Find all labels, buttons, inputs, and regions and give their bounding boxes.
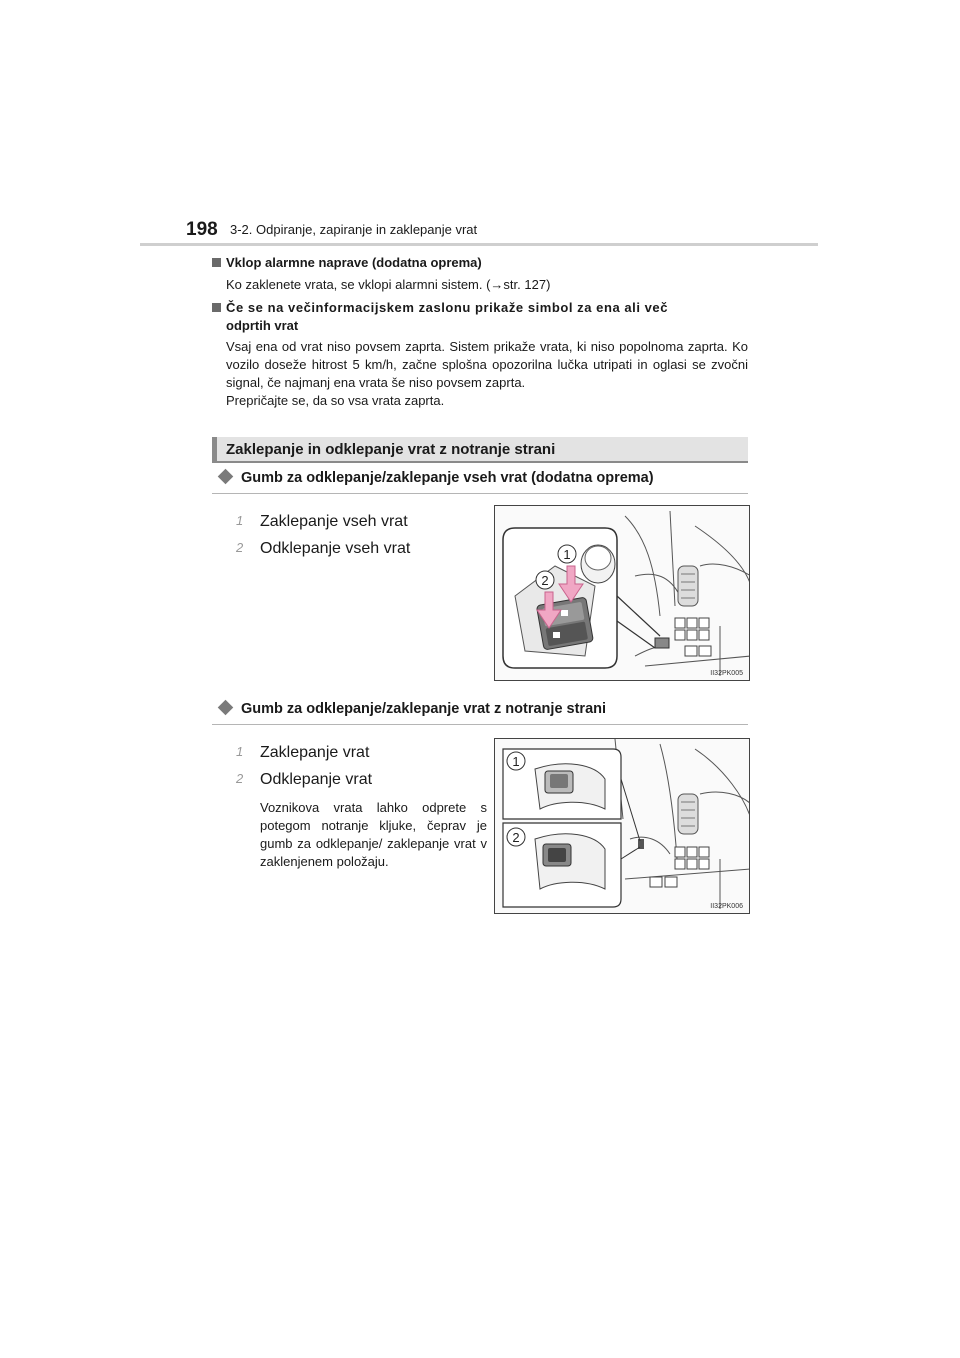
list-item: 2 Odklepanje vseh vrat: [236, 540, 411, 557]
item-number: 2: [236, 540, 244, 555]
item-number: 1: [236, 513, 244, 528]
figure-code: II32PK005: [710, 670, 743, 677]
callout-1: 1: [512, 754, 520, 769]
note-title: Če se na večinformacijskem zaslonu prikaže simbol za ena ali več odprtih vrat: [212, 299, 748, 335]
note-title: Vklop alarmne naprave (dodatna oprema): [212, 254, 748, 272]
note-alarm: [212, 254, 748, 294]
header-divider: [140, 243, 818, 246]
square-bullet-icon: [212, 258, 221, 267]
subsection-heading-1: Gumb za odklepanje/zaklepanje vseh vrat (dodatna oprema): [220, 470, 654, 486]
note-body: Ko zaklenete vrata, se vklopi alarmni sistem. (→str. 127): [226, 277, 551, 292]
list-item: 2 Odklepanje vrat: [236, 771, 373, 788]
figure-inside-door-switch: [494, 738, 750, 914]
subsection-heading-2: Gumb za odklepanje/zaklepanje vrat z notranje strani: [220, 701, 606, 717]
callout-1: 1: [563, 547, 571, 562]
page-number: 198: [186, 219, 218, 240]
item-number: 2: [236, 771, 244, 786]
section-title: Zaklepanje in odklepanje vrat z notranje strani: [226, 441, 556, 458]
inside-lock-illustration: [495, 739, 750, 914]
subsection-divider: [212, 493, 748, 494]
callout-2: 2: [512, 830, 520, 845]
note-body-2: Prepričajte se, da so vsa vrata zaprta.: [226, 393, 445, 408]
running-title: 3-2. Odpiranje, zapiranje in zaklepanje vrat: [230, 222, 478, 237]
section-heading: [212, 437, 748, 463]
note-open-doors: [212, 299, 748, 410]
list-item: 1 Zaklepanje vseh vrat: [236, 513, 408, 530]
figure-code: II32PK006: [710, 903, 743, 910]
inside-handle-note: Voznikova vrata lahko odprete s potegom notranje kljuke, čeprav je gumb za odklepanje/ zaklepanje vrat v zaklenjenem položaju.: [260, 800, 487, 869]
item-number: 1: [236, 744, 244, 759]
diamond-bullet-icon: [218, 469, 234, 485]
square-bullet-icon: [212, 303, 221, 312]
note-body: Vsaj ena od vrat niso povsem zaprta. Sistem prikaže vrata, ki niso popolnoma zaprta. Ko vozilo doseže hitrost 5 km/h, začne splošna opozorilna lučka utripati in oglasi se zvočni signal, če najmanj ena vrata še niso povsem zaprta.: [226, 339, 748, 390]
figure-all-doors-switch: [494, 505, 750, 681]
list-item: 1 Zaklepanje vrat: [236, 744, 370, 761]
callout-2: 2: [541, 573, 549, 588]
door-switch-illustration: [495, 506, 750, 681]
subsection-divider: [212, 724, 748, 725]
diamond-bullet-icon: [218, 700, 234, 716]
